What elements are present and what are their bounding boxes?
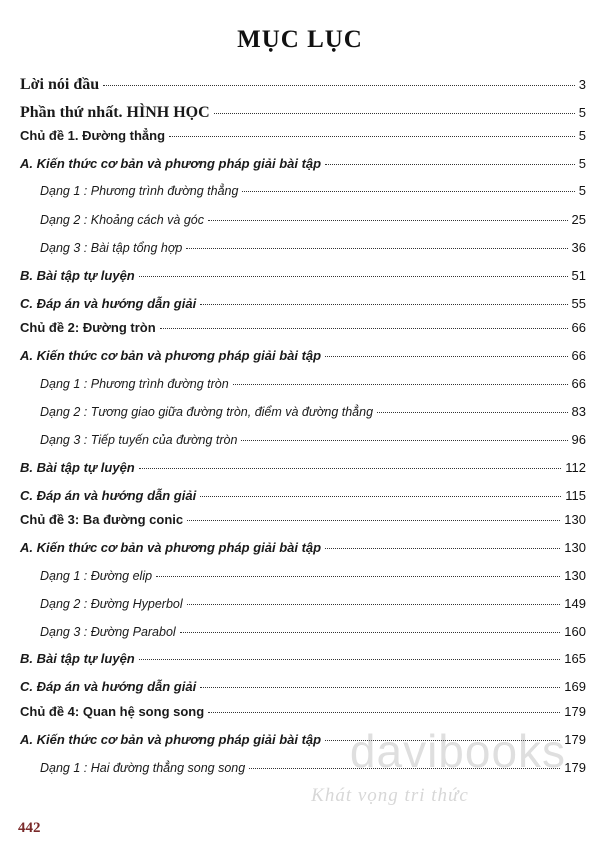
toc-entry-page: 5	[578, 105, 586, 120]
dot-leader	[325, 548, 560, 549]
toc-entry	[20, 432, 586, 447]
toc-entry-label: Phần thứ nhất. HÌNH HỌC	[20, 104, 210, 121]
toc-entry	[20, 512, 586, 527]
toc-entry-label: Dạng 2 : Khoảng cách và góc	[40, 213, 205, 227]
dot-leader	[208, 220, 568, 221]
toc-entry-label: C. Đáp án và hướng dẫn giải	[20, 679, 197, 694]
dot-leader	[180, 632, 561, 633]
toc-entry	[20, 651, 586, 666]
dot-leader	[187, 520, 560, 521]
toc-entry-page: 130	[564, 512, 586, 527]
toc-entry-label: A. Kiến thức cơ bản và phương pháp giải bài tập	[20, 540, 322, 555]
page-number: 442	[18, 820, 41, 836]
toc-entry	[20, 596, 586, 611]
dot-leader	[156, 576, 560, 577]
toc-entry	[20, 76, 586, 94]
dot-leader	[139, 468, 562, 469]
toc-entry-page: 165	[564, 651, 586, 666]
toc-entry-label: Dạng 1 : Đường elip	[40, 569, 153, 583]
toc-entry	[20, 240, 586, 255]
dot-leader	[241, 440, 567, 441]
dot-leader	[200, 687, 560, 688]
toc-entry	[20, 460, 586, 475]
dot-leader	[200, 304, 567, 305]
toc-entry-page: 115	[565, 488, 586, 503]
toc-entry-page: 3	[578, 77, 586, 92]
toc-entry	[20, 488, 586, 503]
toc-entry	[20, 348, 586, 363]
dot-leader	[214, 113, 575, 114]
toc-entry-page: 25	[571, 212, 586, 227]
toc-entry-page: 83	[571, 404, 586, 419]
toc-entry	[20, 156, 586, 171]
toc-entry-label: C. Đáp án và hướng dẫn giải	[20, 488, 197, 503]
toc-entry	[20, 568, 586, 583]
toc-entry-page: 66	[571, 376, 586, 391]
toc-entry-page: 66	[571, 320, 586, 335]
watermark-slogan: Khát vọng tri thức	[311, 785, 469, 806]
toc-entry	[20, 679, 586, 694]
toc-entry	[20, 404, 586, 419]
dot-leader	[186, 248, 567, 249]
toc-entry-page: 5	[578, 183, 586, 198]
toc-entry-label: B. Bài tập tự luyện	[20, 460, 135, 475]
toc-entry-label: Dạng 2 : Đường Hyperbol	[40, 597, 183, 611]
toc-entry-label: Chủ đề 2: Đường tròn	[20, 320, 156, 335]
toc-entry	[20, 128, 586, 143]
toc-entry-label: Dạng 3 : Đường Parabol	[40, 625, 176, 639]
toc-entry	[20, 212, 586, 227]
watermark-brand: davibooks	[349, 725, 567, 777]
toc-entry-label: B. Bài tập tự luyện	[20, 268, 135, 283]
toc-entry	[20, 376, 586, 391]
toc-entry-label: Dạng 3 : Tiếp tuyến của đường tròn	[40, 433, 238, 447]
dot-leader	[377, 412, 568, 413]
dot-leader	[139, 659, 561, 660]
toc-entry-page: 96	[571, 432, 586, 447]
toc-entry-page: 5	[578, 128, 586, 143]
toc-entry-label: Dạng 1 : Phương trình đường thẳng	[40, 184, 239, 198]
toc-entry-page: 160	[564, 624, 586, 639]
toc-entry-label: A. Kiến thức cơ bản và phương pháp giải bài tập	[20, 156, 322, 171]
toc-entry	[20, 704, 586, 719]
toc-entry-page: 179	[564, 760, 586, 775]
toc-entry-page: 179	[564, 704, 586, 719]
toc-entry-page: 130	[564, 568, 586, 583]
toc-entry-label: Chủ đề 1. Đường thẳng	[20, 128, 166, 143]
dot-leader	[169, 136, 575, 137]
toc-entry-label: C. Đáp án và hướng dẫn giải	[20, 296, 197, 311]
toc-entry-page: 149	[564, 596, 586, 611]
toc-entry-page: 179	[564, 732, 586, 747]
toc-entry-page: 66	[571, 348, 586, 363]
dot-leader	[325, 164, 575, 165]
toc-entry	[20, 104, 586, 122]
toc-entry	[20, 296, 586, 311]
dot-leader	[242, 191, 574, 192]
toc-entry	[20, 268, 586, 283]
dot-leader	[325, 356, 567, 357]
toc-entry-label: Chủ đề 4: Quan hệ song song	[20, 704, 205, 719]
toc-entry	[20, 624, 586, 639]
toc-entry-label: Dạng 1 : Phương trình đường tròn	[40, 377, 229, 391]
toc-entry	[20, 183, 586, 198]
toc-entry-page: 36	[571, 240, 586, 255]
toc-entry-page: 5	[578, 156, 586, 171]
toc-entry-label: Dạng 2 : Tương giao giữa đường tròn, điểm và đường thẳng	[40, 405, 374, 419]
dot-leader	[187, 604, 561, 605]
toc-entry-label: Lời nói đầu	[20, 76, 100, 93]
toc-entry-page: 130	[564, 540, 586, 555]
dot-leader	[233, 384, 568, 385]
toc-entry-page: 51	[571, 268, 586, 283]
toc-entry-label: Chủ đề 3: Ba đường conic	[20, 512, 184, 527]
dot-leader	[208, 712, 560, 713]
toc-entry	[20, 540, 586, 555]
toc-entry-label: A. Kiến thức cơ bản và phương pháp giải bài tập	[20, 348, 322, 363]
toc-entry	[20, 320, 586, 335]
dot-leader	[139, 276, 568, 277]
toc-entry-page: 169	[564, 679, 586, 694]
toc-entry-page: 55	[571, 296, 586, 311]
page-title: MỤC LỤC	[237, 26, 363, 53]
toc-entry-label: Dạng 3 : Bài tập tổng hợp	[40, 241, 183, 255]
toc-entry-label: A. Kiến thức cơ bản và phương pháp giải bài tập	[20, 732, 322, 747]
dot-leader	[200, 496, 561, 497]
dot-leader	[160, 328, 568, 329]
toc-entry-label: B. Bài tập tự luyện	[20, 651, 135, 666]
toc-entry-label: Dạng 1 : Hai đường thẳng song song	[40, 761, 246, 775]
dot-leader	[103, 85, 575, 86]
toc-entry-page: 112	[565, 460, 586, 475]
